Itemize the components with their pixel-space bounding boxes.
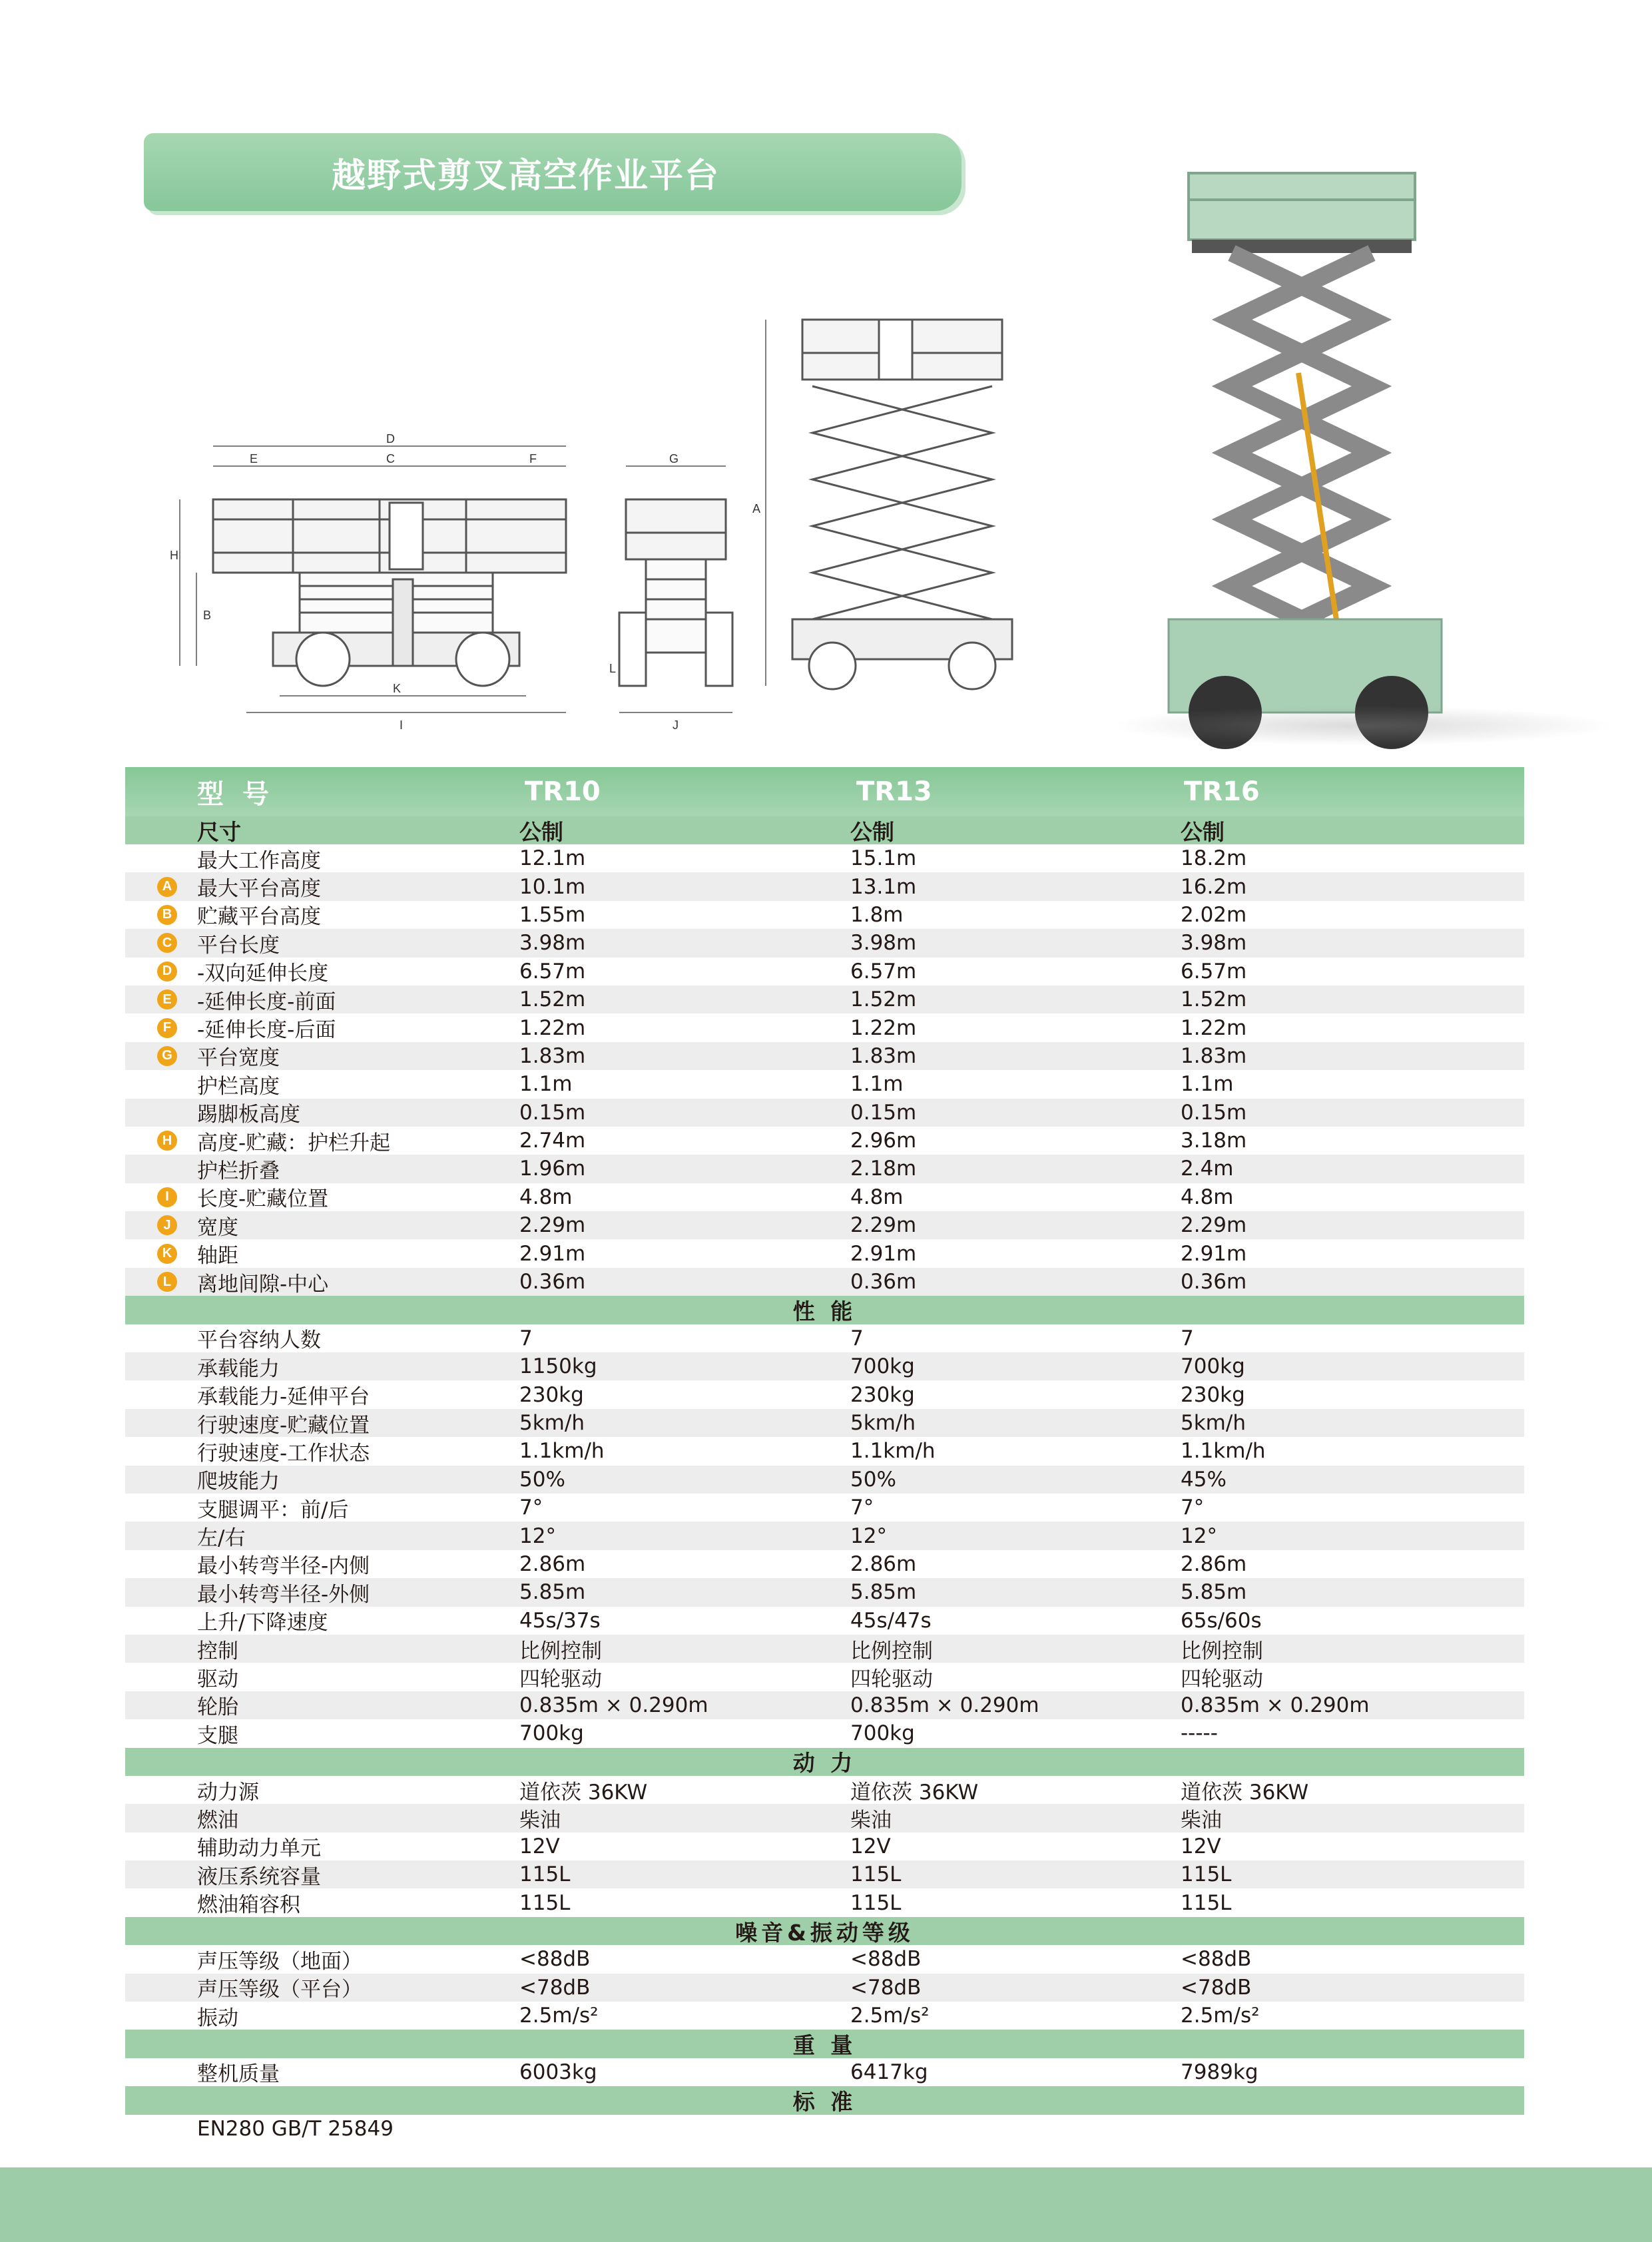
table-row (125, 1522, 1524, 1549)
table-row (125, 2002, 1524, 2030)
spec-value: 2.18m (850, 1157, 917, 1181)
spec-value: 5.85m (519, 1580, 586, 1605)
spec-value: 18.2m (1181, 846, 1247, 871)
spec-value: <78dB (850, 1975, 922, 2000)
spec-value: 2.86m (1181, 1551, 1247, 1576)
spec-name: 上升/下降速度 (197, 1611, 328, 1635)
raised-view-drawing (766, 320, 1012, 689)
spec-value: 0.835m × 0.290m (850, 1693, 1039, 1717)
spec-value: 1.52m (1181, 987, 1247, 1012)
dim-label-k: K (393, 682, 402, 695)
spec-value: 115L (519, 1890, 571, 1915)
spec-value: <88dB (850, 1947, 922, 1972)
spec-name: -延伸长度-前面 (197, 989, 336, 1014)
dim-label-i: I (400, 718, 404, 732)
spec-value: 5km/h (1181, 1411, 1246, 1435)
unit-tr10: 公制 (519, 818, 563, 845)
dimension-marker: H (157, 1131, 177, 1151)
spec-value: 4.8m (850, 1185, 904, 1209)
table-row (125, 1042, 1524, 1070)
spec-value: 115L (850, 1890, 902, 1915)
spec-name: 辅助动力单元 (197, 1836, 321, 1861)
spec-name: 离地间隙-中心 (197, 1272, 329, 1296)
spec-value: 5.85m (1181, 1580, 1247, 1605)
spec-value: 2.74m (519, 1129, 586, 1153)
spec-value: 1.1m (850, 1072, 904, 1097)
spec-value: 1.8m (850, 902, 904, 927)
spec-name: 平台长度 (197, 933, 280, 958)
spec-value: 四轮驱动 (519, 1667, 602, 1692)
spec-value: 0.36m (850, 1270, 917, 1294)
spec-name: 左/右 (197, 1526, 246, 1551)
table-row (125, 1070, 1524, 1098)
spec-value: 1.1m (1181, 1072, 1234, 1097)
table-row (125, 1578, 1524, 1606)
table-row (125, 2115, 1524, 2143)
spec-name: 护栏折叠 (197, 1159, 280, 1183)
spec-value: 16.2m (1181, 874, 1247, 899)
table-row (125, 1466, 1524, 1494)
spec-value: 2.02m (1181, 902, 1247, 927)
table-row (125, 1099, 1524, 1127)
dim-label-l: L (609, 662, 617, 675)
table-row (125, 1380, 1524, 1408)
spec-value: 1.55m (519, 902, 586, 927)
spec-value: 四轮驱动 (1181, 1667, 1263, 1692)
spec-value: 6003kg (519, 2060, 597, 2084)
spec-value: 0.15m (850, 1100, 917, 1125)
table-row (125, 2058, 1524, 2086)
spec-value: 1.22m (850, 1015, 917, 1040)
spec-value: 6.57m (850, 959, 917, 983)
spec-value: 0.36m (1181, 1270, 1247, 1294)
spec-value: 1.83m (519, 1043, 586, 1068)
dim-label-a: A (752, 502, 761, 515)
spec-value: 道依茨 36KW (519, 1780, 648, 1805)
model-tr10: TR10 (525, 776, 601, 807)
spec-value: 115L (519, 1862, 571, 1887)
spec-value: 12V (850, 1834, 891, 1858)
spec-value: 1.1m (519, 1072, 573, 1097)
spec-value: 比例控制 (1181, 1639, 1263, 1663)
table-row (125, 1409, 1524, 1437)
table-row (125, 1888, 1524, 1916)
spec-value: 5.85m (850, 1580, 917, 1605)
spec-name: 最大工作高度 (197, 848, 321, 873)
spec-table (125, 767, 1524, 2143)
table-row (125, 1663, 1524, 1691)
spec-name: 最小转弯半径-内侧 (197, 1554, 370, 1579)
table-row (125, 1691, 1524, 1719)
spec-name: 行驶速度-工作状态 (197, 1441, 370, 1466)
table-row (125, 1635, 1524, 1663)
table-row (125, 1607, 1524, 1635)
spec-name: -延伸长度-后面 (197, 1018, 336, 1043)
spec-value: 比例控制 (519, 1639, 602, 1663)
spec-value: 2.91m (1181, 1241, 1247, 1266)
spec-value: 115L (1181, 1862, 1232, 1887)
spec-value: 50% (519, 1467, 565, 1492)
spec-name: -双向延伸长度 (197, 962, 329, 986)
spec-value: 1.83m (850, 1043, 917, 1068)
spec-name: 长度-贮藏位置 (197, 1187, 329, 1212)
spec-value: 7 (1181, 1326, 1194, 1350)
spec-name: 承载能力-延伸平台 (197, 1385, 370, 1410)
table-row (125, 1268, 1524, 1296)
dimension-marker: J (157, 1215, 177, 1235)
table-row (125, 1719, 1524, 1747)
units-row (125, 816, 1524, 844)
section-rows (125, 1296, 1524, 2143)
dimension-marker: A (157, 877, 177, 897)
spec-value: 15.1m (850, 846, 917, 871)
spec-value: 12° (1181, 1524, 1217, 1548)
spec-value: <88dB (519, 1947, 591, 1972)
spec-name: 行驶速度-贮藏位置 (197, 1413, 370, 1438)
spec-name: 高度-贮藏：护栏升起 (197, 1131, 391, 1155)
spec-name: 贮藏平台高度 (197, 905, 321, 930)
table-row (125, 1437, 1524, 1465)
page-title: 越野式剪叉高空作业平台 (332, 156, 720, 196)
spec-name: 护栏高度 (197, 1074, 280, 1099)
spec-value: 700kg (1181, 1354, 1245, 1379)
table-row (125, 1804, 1524, 1832)
dim-label-e: E (250, 452, 258, 465)
spec-value: 3.98m (1181, 931, 1247, 956)
spec-value: 3.18m (1181, 1129, 1247, 1153)
spec-value: 12V (1181, 1834, 1221, 1858)
spec-value: 12° (519, 1524, 556, 1548)
table-row (125, 929, 1524, 957)
spec-value: <78dB (519, 1975, 591, 2000)
spec-name: 最大平台高度 (197, 877, 321, 902)
table-row (125, 1183, 1524, 1211)
photo-shadow (1109, 706, 1615, 746)
model-tr16: TR16 (1184, 776, 1260, 807)
spec-name: 踢脚板高度 (197, 1103, 300, 1127)
spec-value: 6.57m (519, 959, 586, 983)
dimension-marker: C (157, 933, 177, 953)
table-row (125, 1494, 1524, 1522)
spec-value: 2.91m (850, 1241, 917, 1266)
spec-name: 平台容纳人数 (197, 1328, 321, 1353)
spec-value: 115L (850, 1862, 902, 1887)
spec-name: 振动 (197, 2006, 238, 2030)
spec-value: 7° (1181, 1496, 1205, 1520)
spec-name: 宽度 (197, 1215, 238, 1240)
spec-value: 2.29m (1181, 1213, 1247, 1238)
table-row (125, 1352, 1524, 1380)
dimension-rows (125, 844, 1524, 1296)
spec-value: 3.98m (850, 931, 917, 956)
spec-value: 2.5m/s² (850, 2004, 930, 2028)
spec-value: 10.1m (519, 874, 586, 899)
unit-tr13: 公制 (850, 818, 894, 845)
spec-value: 7° (519, 1496, 543, 1520)
spec-name: 平台宽度 (197, 1046, 280, 1071)
spec-value: <78dB (1181, 1975, 1252, 2000)
dim-label-h: H (170, 549, 178, 562)
spec-name: EN280 GB/T 25849 (197, 2116, 394, 2141)
table-row (125, 1550, 1524, 1578)
spec-value: 7 (519, 1326, 533, 1350)
spec-name: 燃油箱容积 (197, 1893, 300, 1918)
spec-value: 道依茨 36KW (1181, 1780, 1309, 1805)
dim-label-b: B (203, 609, 212, 622)
spec-value: 50% (850, 1467, 896, 1492)
machine-photo (1169, 173, 1442, 749)
dimension-marker: E (157, 989, 177, 1009)
front-view-drawing (619, 466, 732, 712)
spec-value: 0.15m (519, 1100, 586, 1125)
spec-name: 爬坡能力 (197, 1470, 280, 1494)
spec-name: 动力源 (197, 1780, 259, 1805)
unit-tr16: 公制 (1181, 818, 1225, 845)
spec-value: 1.96m (519, 1157, 586, 1181)
spec-value: 5km/h (519, 1411, 585, 1435)
spec-value: 2.4m (1181, 1157, 1234, 1181)
section-heading: 动 力 (125, 1748, 1524, 1776)
spec-value: 0.36m (519, 1270, 586, 1294)
spec-name: 驱动 (197, 1667, 238, 1692)
spec-value: 45s/37s (519, 1608, 601, 1633)
spec-value: 柴油 (850, 1808, 892, 1832)
spec-value: 1.83m (1181, 1043, 1247, 1068)
spec-value: 6417kg (850, 2060, 928, 2084)
spec-value: 2.29m (850, 1213, 917, 1238)
spec-value: 柴油 (519, 1808, 561, 1832)
spec-name: 燃油 (197, 1808, 238, 1832)
spec-name: 控制 (197, 1639, 238, 1663)
spec-value: 1.52m (850, 987, 917, 1012)
spec-value: 1.1km/h (1181, 1439, 1266, 1464)
spec-value: 1150kg (519, 1354, 597, 1379)
spec-name: 液压系统容量 (197, 1864, 321, 1889)
spec-value: 12° (850, 1524, 887, 1548)
spec-value: <88dB (1181, 1947, 1252, 1972)
dimension-marker: D (157, 962, 177, 981)
spec-name: 支腿调平：前/后 (197, 1498, 349, 1522)
spec-value: 道依茨 36KW (850, 1780, 979, 1805)
spec-value: 3.98m (519, 931, 586, 956)
table-row (125, 844, 1524, 872)
spec-value: 12.1m (519, 846, 586, 871)
dim-label-d: D (386, 432, 395, 445)
spec-value: 2.86m (519, 1551, 586, 1576)
spec-value: 65s/60s (1181, 1608, 1262, 1633)
header-label: 型号 (197, 778, 288, 810)
table-row (125, 1127, 1524, 1155)
spec-value: 比例控制 (850, 1639, 933, 1663)
spec-name: 支腿 (197, 1723, 238, 1748)
spec-name: 轴距 (197, 1244, 238, 1268)
table-row (125, 1324, 1524, 1352)
spec-value: 2.5m/s² (1181, 2004, 1260, 2028)
spec-value: 230kg (519, 1382, 584, 1407)
spec-value: 45% (1181, 1467, 1227, 1492)
spec-value: 4.8m (519, 1185, 573, 1209)
spec-value: 1.1km/h (850, 1439, 936, 1464)
spec-value: 5km/h (850, 1411, 916, 1435)
spec-value: 1.22m (519, 1015, 586, 1040)
section-heading: 重 量 (125, 2030, 1524, 2058)
side-view-drawing (180, 446, 566, 712)
spec-value: 230kg (1181, 1382, 1245, 1407)
spec-value: 1.1km/h (519, 1439, 605, 1464)
table-row (125, 1211, 1524, 1239)
spec-value: 45s/47s (850, 1608, 932, 1633)
table-header (125, 767, 1524, 816)
spec-value: 1.22m (1181, 1015, 1247, 1040)
model-tr13: TR13 (856, 776, 932, 807)
section-heading: 噪音&振动等级 (125, 1917, 1524, 1945)
dimension-marker: I (157, 1187, 177, 1207)
dimension-marker: F (157, 1018, 177, 1038)
spec-value: ----- (1181, 1721, 1218, 1746)
spec-value: 柴油 (1181, 1808, 1222, 1832)
spec-name: 声压等级（平台） (197, 1978, 362, 2002)
dim-label-g: G (669, 452, 679, 465)
spec-value: 700kg (850, 1721, 915, 1746)
spec-name: 声压等级（地面） (197, 1949, 362, 1974)
spec-value: 0.835m × 0.290m (1181, 1693, 1370, 1717)
footer-band (0, 2167, 1652, 2242)
spec-name: 最小转弯半径-外侧 (197, 1582, 370, 1607)
dim-label-f: F (529, 452, 537, 465)
spec-value: 0.835m × 0.290m (519, 1693, 708, 1717)
table-row (125, 872, 1524, 900)
spec-value: 四轮驱动 (850, 1667, 933, 1692)
table-row (125, 1155, 1524, 1183)
table-row (125, 958, 1524, 985)
spec-value: 700kg (850, 1354, 915, 1379)
spec-value: 2.86m (850, 1551, 917, 1576)
spec-value: 0.15m (1181, 1100, 1247, 1125)
spec-value: 7989kg (1181, 2060, 1258, 2084)
spec-name: 整机质量 (197, 2062, 280, 2087)
spec-value: 13.1m (850, 874, 917, 899)
section-heading: 性 能 (125, 1296, 1524, 1324)
units-label: 尺寸 (197, 818, 241, 845)
spec-value: 2.91m (519, 1241, 586, 1266)
dimension-marker: K (157, 1244, 177, 1264)
spec-value: 700kg (519, 1721, 584, 1746)
spec-value: 7 (850, 1326, 864, 1350)
dim-label-j: J (673, 718, 679, 732)
spec-value: 12V (519, 1834, 560, 1858)
dimension-marker: L (157, 1272, 177, 1292)
table-row (125, 901, 1524, 929)
dimension-marker: B (157, 905, 177, 925)
table-row (125, 1013, 1524, 1041)
spec-value: 115L (1181, 1890, 1232, 1915)
spec-value: 2.29m (519, 1213, 586, 1238)
spec-value: 6.57m (1181, 959, 1247, 983)
table-row (125, 1860, 1524, 1888)
section-heading: 标 准 (125, 2086, 1524, 2114)
table-row (125, 1832, 1524, 1860)
spec-value: 7° (850, 1496, 874, 1520)
technical-drawings (166, 153, 1645, 752)
spec-value: 4.8m (1181, 1185, 1234, 1209)
spec-name: 轮胎 (197, 1695, 238, 1720)
spec-value: 230kg (850, 1382, 915, 1407)
table-row (125, 1239, 1524, 1267)
table-row (125, 1776, 1524, 1804)
dimension-marker: G (157, 1046, 177, 1066)
table-row (125, 985, 1524, 1013)
dim-label-c: C (386, 452, 395, 465)
spec-name: 承载能力 (197, 1356, 280, 1381)
table-row (125, 1974, 1524, 2002)
spec-value: 2.5m/s² (519, 2004, 599, 2028)
table-row (125, 1945, 1524, 1973)
spec-value: 2.96m (850, 1129, 917, 1153)
spec-value: 1.52m (519, 987, 586, 1012)
